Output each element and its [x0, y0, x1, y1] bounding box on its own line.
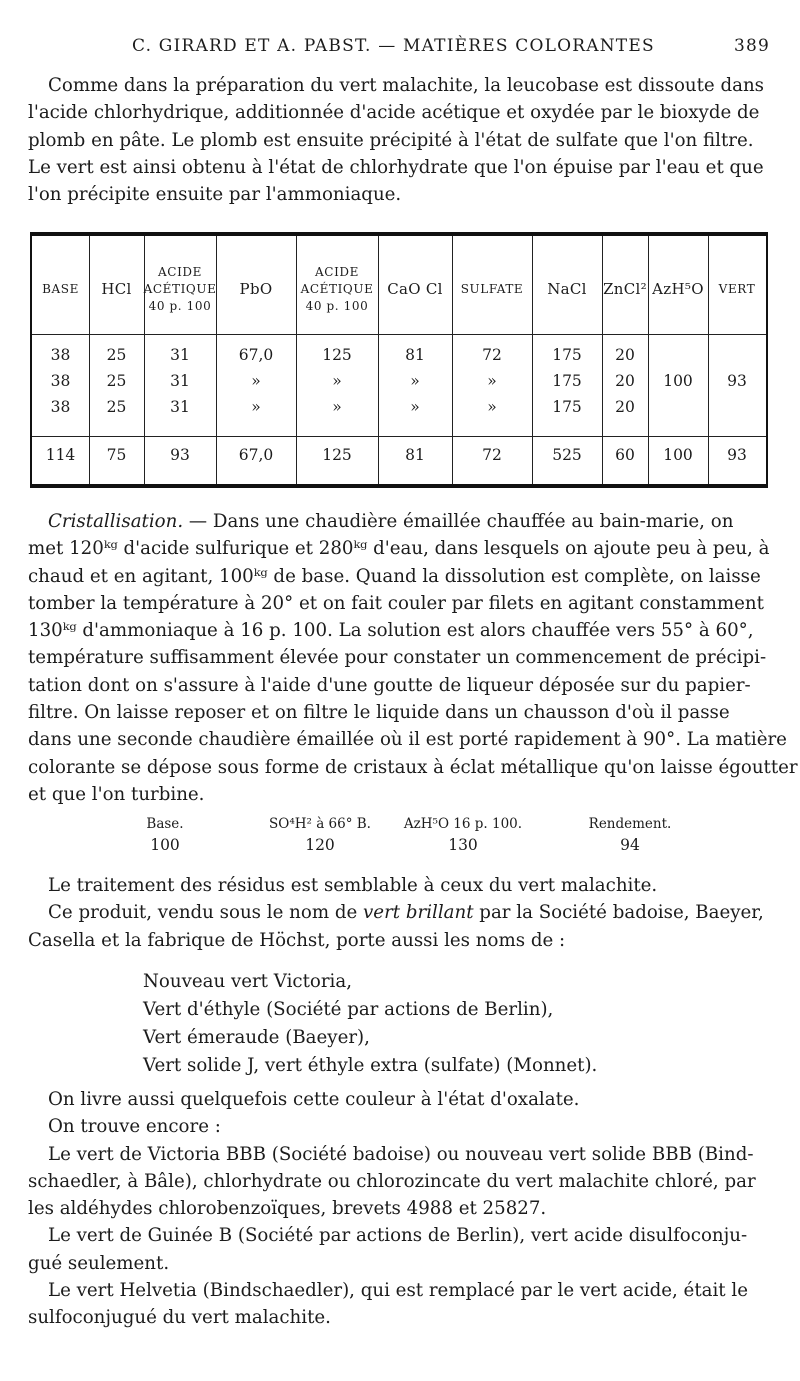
table-cell: 20: [615, 346, 635, 364]
header-text: ACÉTIQUE: [300, 281, 374, 296]
text-line: les aldéhydes chlorobenzoïques, brevets 4988 et 25827.: [28, 1198, 547, 1220]
table-total-cell: 114: [45, 446, 76, 464]
table-cell: 38: [50, 398, 71, 416]
section-heading: Cristallisation.: [48, 511, 184, 532]
text-line: 130ᵏᵍ d'ammoniaque à 16 p. 100. La solution est alors chauffée vers 55° à 60°,: [28, 620, 754, 642]
header-base: [32, 244, 89, 334]
text-line: plomb en pâte. Le plomb est ensuite précipité à l'état de sulfate que l'on filtre.: [28, 129, 754, 151]
header-text: 40 p. 100: [305, 298, 369, 313]
table-cell: 31: [170, 372, 190, 390]
text-span: par la Société badoise, Baeyer,: [473, 902, 764, 924]
header-text: ACIDE: [158, 264, 202, 279]
text-line: et que l'on turbine.: [28, 783, 205, 805]
table-cell: »: [487, 372, 497, 390]
table-cell: 67,0: [238, 346, 274, 364]
header-sulfate: [452, 244, 532, 334]
text-line: Le vert est ainsi obtenu à l'état de chlorhydrate que l'on épuise par l'eau et que: [28, 156, 764, 178]
yield-value: 94: [620, 836, 640, 854]
text-line: filtre. On laisse reposer et on filtre le liquide dans un chausson d'où il passe: [28, 702, 730, 724]
header-vert: [708, 244, 766, 334]
yield-label: AzH⁵O 16 p. 100.: [403, 816, 523, 832]
header-text: ACÉTIQUE: [143, 281, 217, 296]
header-text: VERT: [718, 281, 756, 296]
header-zncl2: [602, 244, 648, 334]
table-cell: »: [332, 398, 342, 416]
header-text: AzH⁵O: [652, 279, 704, 298]
text-line: [28, 508, 770, 535]
table-cell: 38: [50, 346, 71, 364]
table-cell: »: [332, 372, 342, 390]
table-total-cell: 75: [106, 446, 127, 464]
table-total-cell: 93: [170, 446, 190, 464]
text-line: Casella et la fabrique de Höchst, porte aussi les noms de :: [28, 929, 566, 951]
running-header: [30, 36, 770, 64]
text-line: schaedler, à Bâle), chlorhydrate ou chlorozincate du vert malachite chloré, par: [28, 1170, 756, 1192]
text-line: tomber la température à 20° et on fait couler par filets en agitant constamment: [28, 592, 764, 614]
list-item: Nouveau vert Victoria,: [143, 971, 352, 992]
page-number: 389: [733, 36, 770, 56]
text-line: tation dont on s'assure à l'aide d'une goutte de liqueur déposée sur du papier-: [28, 674, 751, 696]
text-line: colorante se dépose sous forme de cristaux à éclat métallique qu'on laisse égoutter: [28, 756, 798, 778]
table-total-cell: 525: [552, 446, 582, 464]
table-cell: 175: [552, 398, 582, 416]
list-item: Vert émeraude (Baeyer),: [143, 1027, 370, 1048]
header-nacl: [532, 244, 602, 334]
text-span: — Dans une chaudière émaillée chauffée au bain-marie, on: [183, 511, 734, 532]
text-line: [28, 899, 770, 926]
running-title: C. GIRARD ET A. PABST. — MATIÈRES COLORANTES: [132, 36, 655, 56]
table-cell: 72: [482, 346, 502, 364]
table-cell: 38: [50, 372, 71, 390]
table-cell: 31: [170, 398, 190, 416]
table-total-cell: 93: [727, 446, 747, 464]
text-line: Comme dans la préparation du vert malachite, la leucobase est dissoute dans: [48, 75, 765, 96]
header-text: ZnCl²: [603, 279, 647, 298]
table-total-cell: 67,0: [238, 446, 274, 464]
text-line: met 120ᵏᵍ d'acide sulfurique et 280ᵏᵍ d'eau, dans lesquels on ajoute peu à peu, à: [28, 538, 770, 560]
text-line: dans une seconde chaudière émaillée où il est porté rapidement à 90°. La matière: [28, 729, 787, 751]
text-line: Le vert de Guinée B (Société par actions de Berlin), vert acide disulfoconju-: [48, 1225, 748, 1247]
table-total-cell: 100: [663, 446, 693, 464]
header-text: NaCl: [547, 279, 587, 298]
header-pbo: [216, 244, 296, 334]
header-text: 40 p. 100: [148, 298, 212, 313]
table-total-cell: 125: [322, 446, 352, 464]
header-text: ACIDE: [315, 264, 359, 279]
text-line: température suffisamment élevée pour constater un commencement de précipi-: [28, 647, 767, 669]
text-line: On livre aussi quelquefois cette couleur à l'état d'oxalate.: [48, 1089, 580, 1110]
table-cell: »: [251, 372, 261, 390]
yield-value: 120: [305, 836, 335, 854]
yield-label: Rendement.: [588, 816, 672, 832]
table-cell: »: [410, 372, 420, 390]
table-total-cell: 60: [615, 446, 635, 464]
cristallisation-paragraph: [28, 508, 798, 808]
table-cell: 93: [727, 372, 747, 390]
header-acide-acetique-1: [144, 244, 216, 334]
text-line: Le vert de Victoria BBB (Société badoise) ou nouveau vert solide BBB (Bind-: [48, 1143, 754, 1165]
header-text: PbO: [239, 279, 273, 298]
header-azh5o: [648, 244, 708, 334]
yield-label: SO⁴H² à 66° B.: [269, 816, 371, 832]
table-cell: 100: [663, 372, 693, 390]
table-cell: 175: [552, 372, 582, 390]
header-hcl: [89, 244, 144, 334]
text-line: On trouve encore :: [48, 1116, 221, 1138]
middle-paragraphs: [28, 872, 770, 954]
table-total-cell: 81: [405, 446, 425, 464]
table-cell: 175: [552, 346, 582, 364]
table-cell: 20: [615, 372, 635, 390]
yield-value: 130: [448, 836, 478, 854]
table-total-rule: [32, 436, 766, 437]
table-cell: »: [410, 398, 420, 416]
table-total-cell: 72: [482, 446, 502, 464]
text-line: Le traitement des résidus est semblable à ceux du vert malachite.: [48, 875, 658, 896]
yield-table: [120, 816, 720, 856]
table-cell: »: [487, 398, 497, 416]
text-line: sulfoconjugué du vert malachite.: [28, 1307, 331, 1329]
table-cell: 25: [106, 398, 127, 416]
table-cell: 25: [106, 346, 127, 364]
trade-names-list: [143, 968, 597, 1080]
text-line: chaud et en agitant, 100ᵏᵍ de base. Quand la dissolution est complète, on laisse: [28, 565, 761, 587]
header-acide-acetique-2: [296, 244, 378, 334]
list-item: Vert d'éthyle (Société par actions de Berlin),: [143, 999, 554, 1020]
table-cell: »: [251, 398, 261, 416]
text-line: l'on précipite ensuite par l'ammoniaque.: [28, 184, 402, 206]
header-text: BASE: [42, 281, 79, 296]
header-text: CaO Cl: [387, 279, 443, 298]
composition-table: [30, 232, 768, 488]
yield-label: Base.: [146, 816, 184, 832]
text-span: Ce produit, vendu sous le nom de: [48, 902, 364, 924]
intro-paragraph: [28, 72, 770, 208]
header-caocl: [378, 244, 452, 334]
product-name: vert brillant: [363, 902, 474, 924]
table-header-rule: [32, 334, 766, 335]
header-text: HCl: [101, 279, 132, 298]
table-cell: 25: [106, 372, 127, 390]
table-cell: 20: [615, 398, 635, 416]
list-item: Vert solide J, vert éthyle extra (sulfate) (Monnet).: [143, 1055, 598, 1076]
table-cell: 31: [170, 346, 190, 364]
text-line: gué seulement.: [28, 1252, 170, 1274]
table-cell: 125: [322, 346, 352, 364]
final-paragraphs: [28, 1086, 770, 1332]
text-line: Le vert Helvetia (Bindschaedler), qui est remplacé par le vert acide, était le: [48, 1280, 748, 1302]
header-text: SULFATE: [460, 281, 524, 296]
yield-value: 100: [150, 836, 180, 854]
text-line: l'acide chlorhydrique, additionnée d'acide acétique et oxydée par le bioxyde de: [28, 102, 760, 124]
table-cell: 81: [405, 346, 425, 364]
